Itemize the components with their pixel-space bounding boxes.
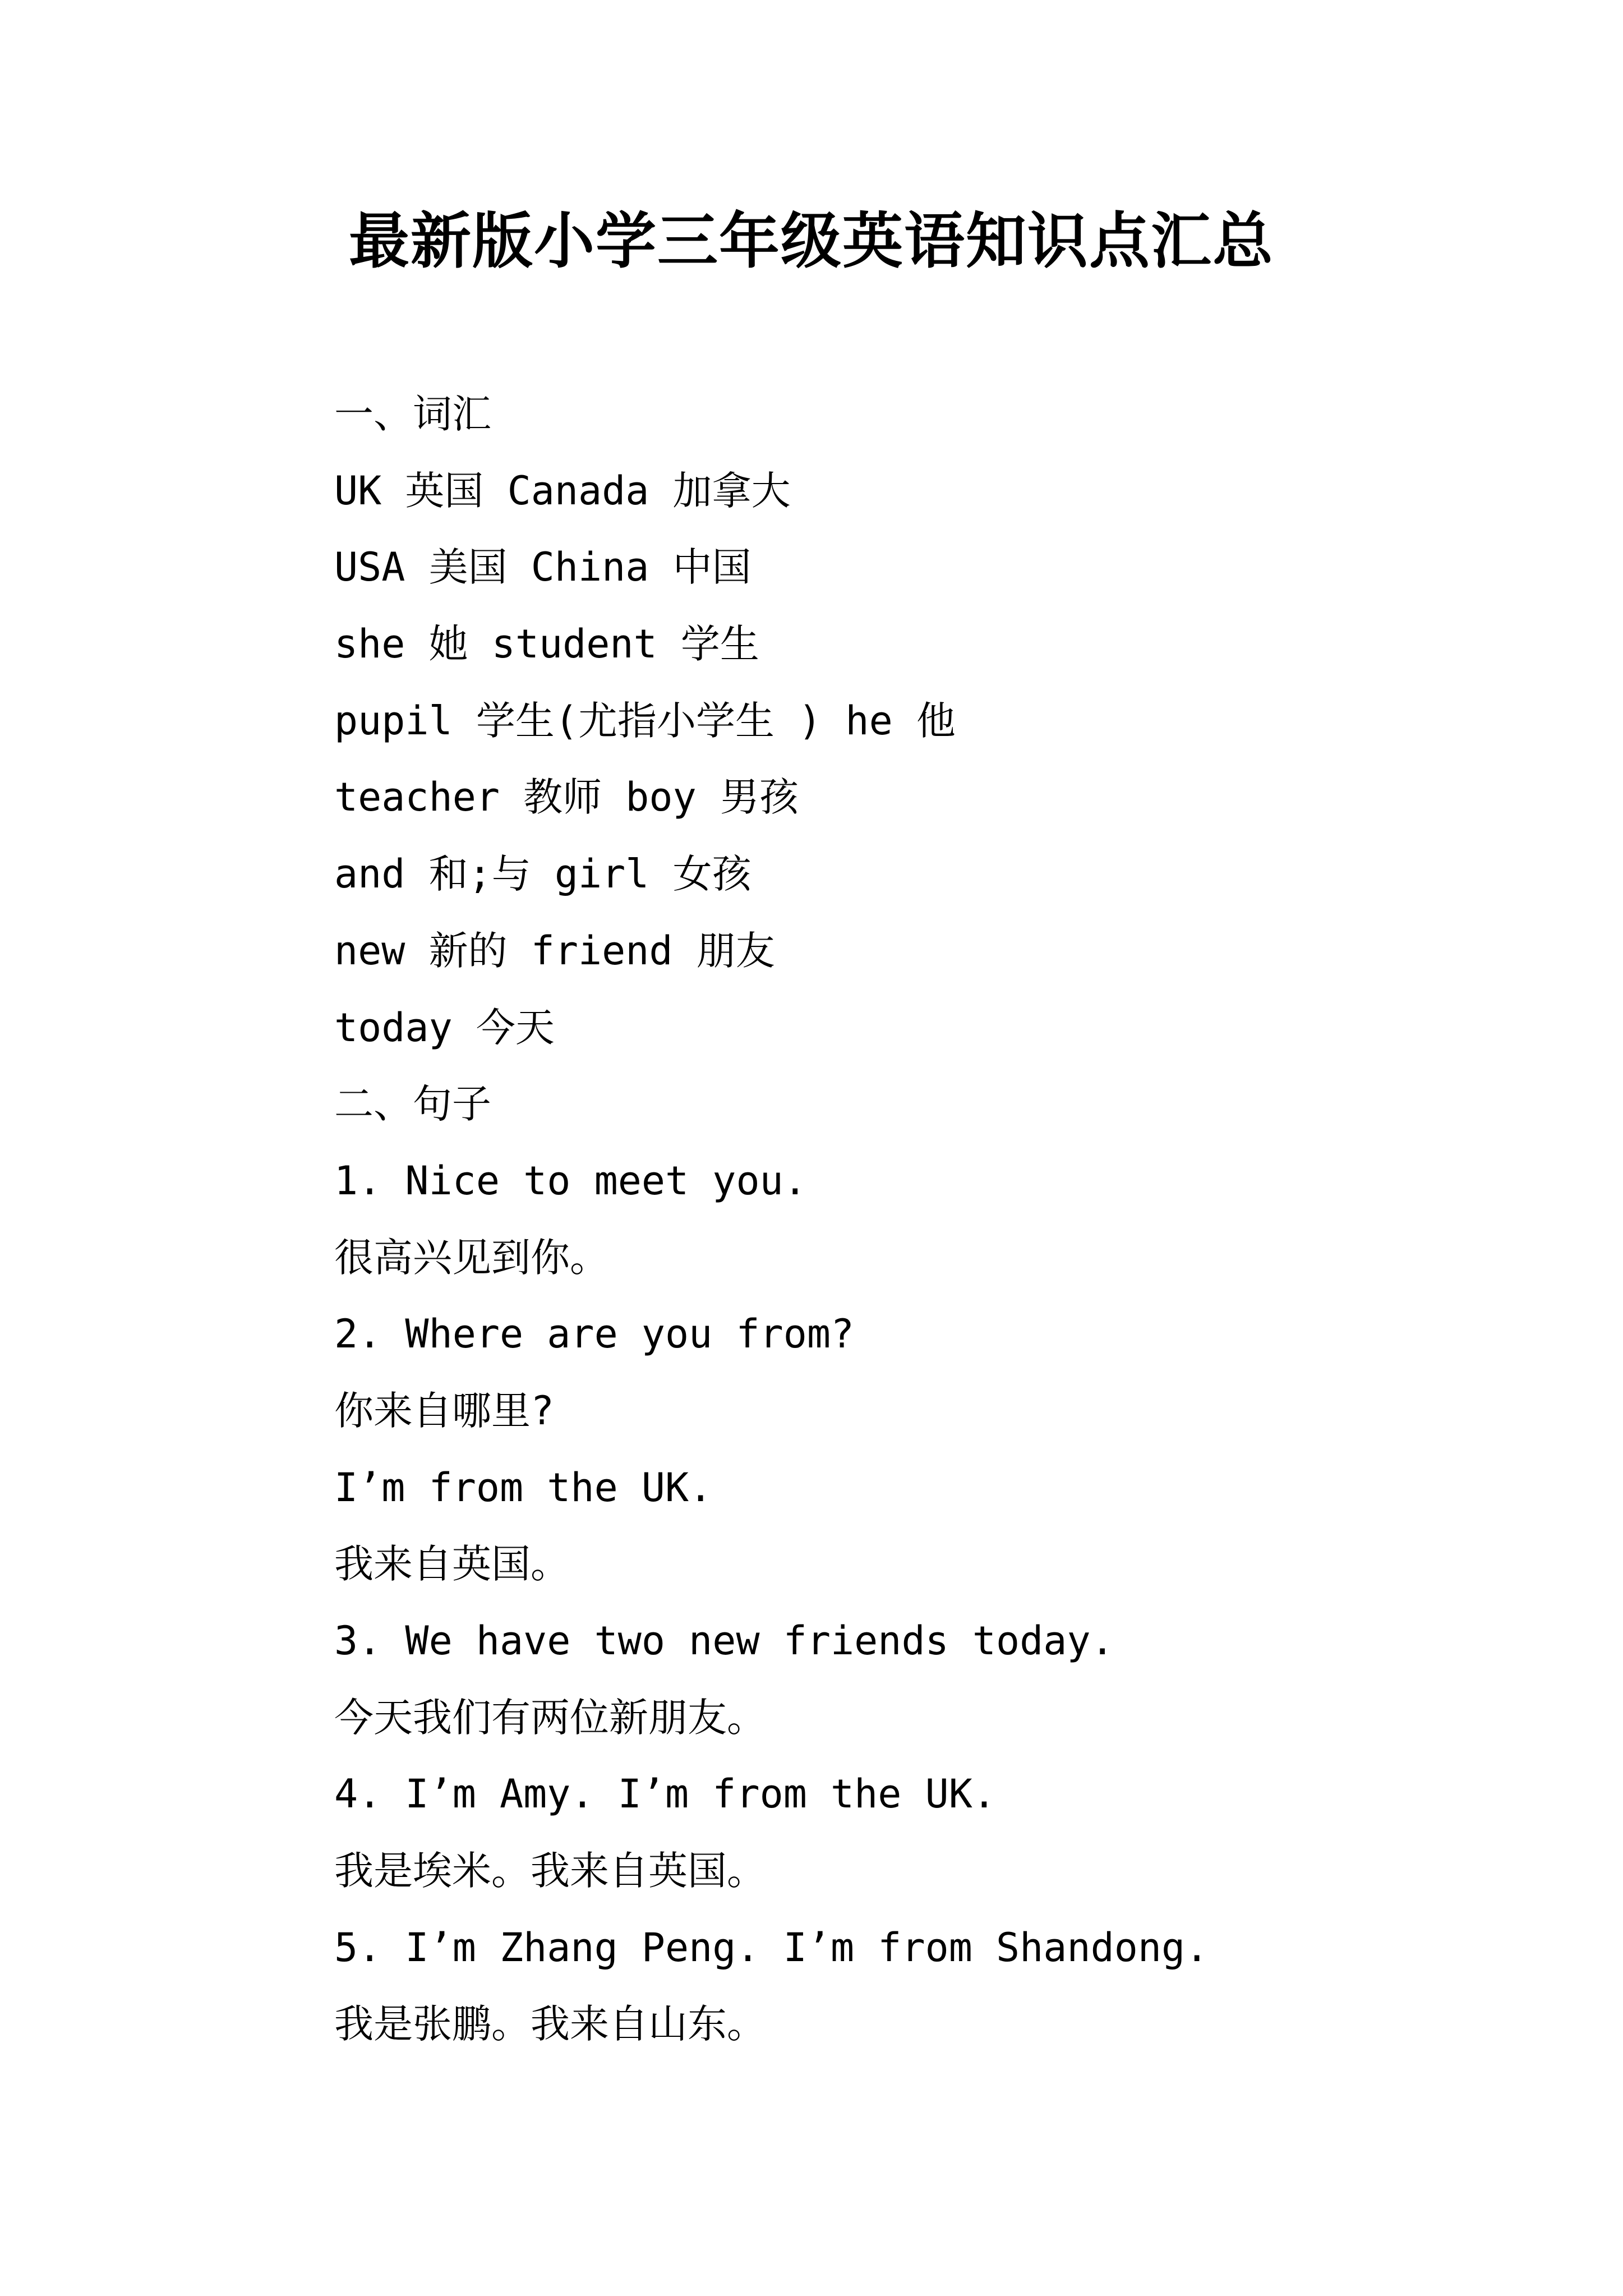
vocab-line: UK 英国 Canada 加拿大 [334,467,791,514]
sentence-chinese: 我来自英国。 [334,1541,570,1588]
sentence-english: 3. We have two new friends today. [334,1618,1114,1664]
section-heading-sentences: 二、句子 [334,1081,491,1128]
vocab-line: and 和;与 girl 女孩 [334,851,751,898]
vocab-line: today 今天 [334,1004,555,1051]
vocab-line: USA 美国 China 中国 [334,544,751,591]
document-title: 最新版小学三年级英语知识点汇总 [348,206,1274,277]
vocab-line: new 新的 friend 朋友 [334,927,775,974]
sentence-english: 2. Where are you from? [334,1311,855,1358]
sentence-chinese: 很高兴见到你。 [334,1234,609,1281]
sentence-english: 1. Nice to meet you. [334,1157,807,1204]
vocab-line: teacher 教师 boy 男孩 [334,774,799,821]
sentence-chinese: 我是埃米。我来自英国。 [334,1848,766,1894]
vocab-line: she 她 student 学生 [334,621,759,668]
sentence-english: 4. I’m Amy. I’m from the UK. [334,1771,997,1818]
section-heading-vocabulary: 一、词汇 [334,391,491,437]
sentence-chinese: 今天我们有两位新朋友。 [334,1694,766,1741]
vocab-line: pupil 学生(尤指小学生 ) he 他 [334,697,956,744]
sentence-english: 5. I’m Zhang Peng. I’m from Shandong. [334,1924,1209,1971]
document-body [334,376,1512,2063]
sentence-chinese: 你来自哪里? [334,1387,555,1434]
sentence-english: I’m from the UK. [334,1464,713,1511]
sentence-chinese: 我是张鹏。我来自山东。 [334,2001,766,2047]
